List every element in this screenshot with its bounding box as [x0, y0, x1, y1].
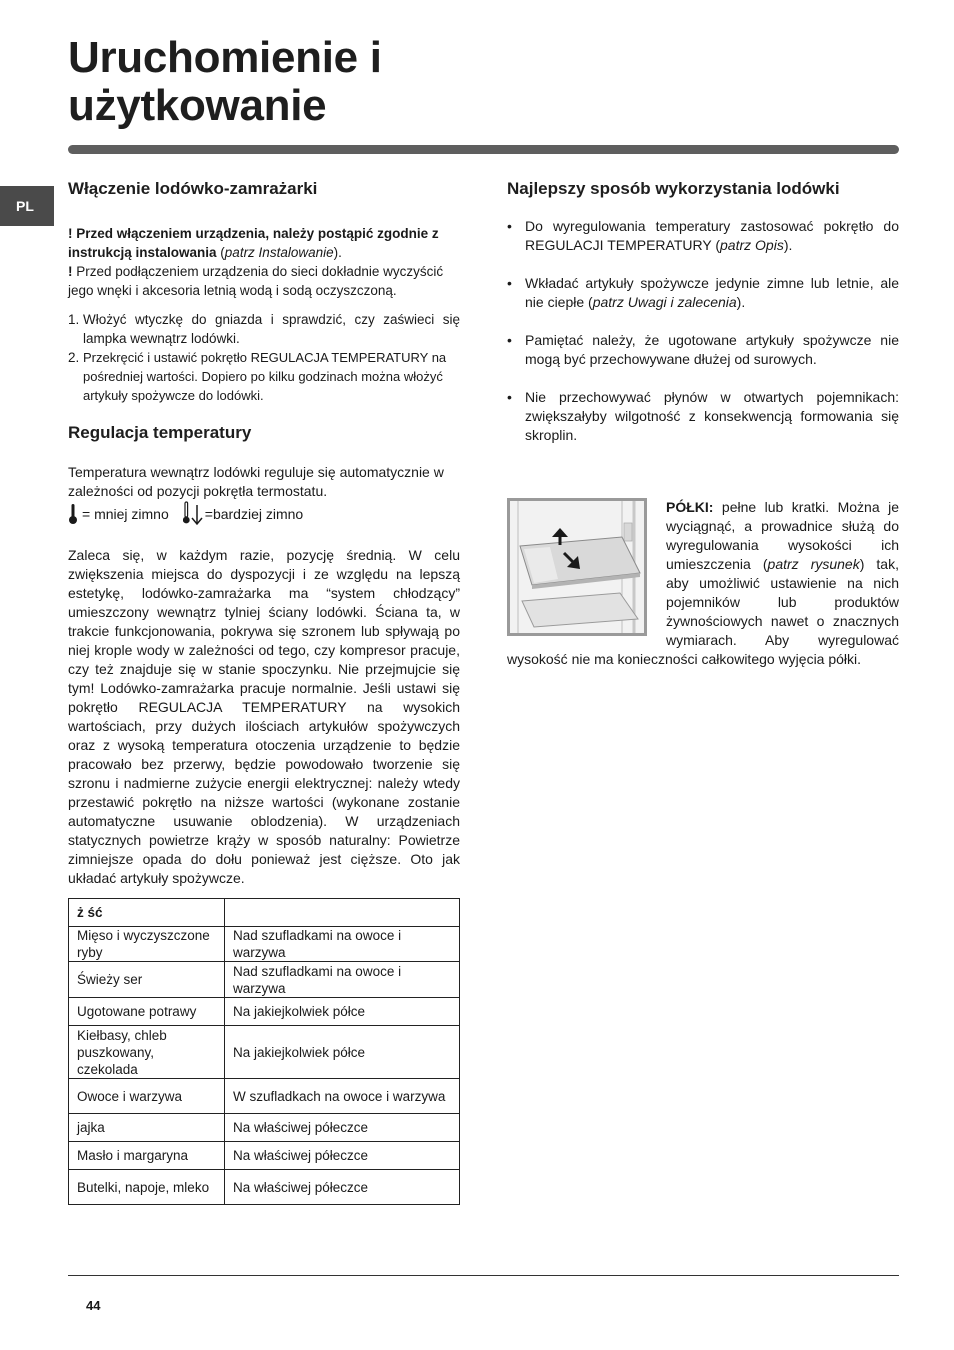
step-item [68, 348, 460, 405]
right-column [507, 178, 899, 669]
list-item-text: Nie przechowywać płynów w otwartych pojemnikach: zwiększałyby wilgotność z konsekwencją formowania się skroplin. [525, 389, 899, 443]
list-item [507, 331, 899, 369]
legend-more-cold: =bardziej zimno [204, 505, 304, 522]
startup-steps [68, 310, 460, 405]
section-heading-best-use: Najlepszy sposób wykorzystania lodówki [507, 179, 840, 198]
table-cell-food: jajka [69, 1114, 225, 1142]
step-item [68, 310, 460, 348]
page-title [68, 34, 382, 130]
table-cell-place: W szufladkach na owoce i warzywa [225, 1079, 460, 1114]
warning-mark: ! [68, 264, 73, 279]
footer-divider [68, 1275, 899, 1276]
bullet-mark: • [507, 332, 512, 348]
page-title-line-2: użytkowanie [68, 81, 327, 130]
list-item [507, 217, 899, 255]
shelves-text-1: pełne lub kratki. Można je wyciągnąć, a prowadnice służą do wyregulowania wysokości ich umieszczenia ( [666, 499, 899, 572]
table-cell-place: Na właściwej półeczce [225, 1170, 460, 1205]
left-column [68, 178, 460, 1205]
table-row [69, 1079, 460, 1114]
table-cell-place: Na właściwej półeczce [225, 1114, 460, 1142]
step-number: 1. [68, 312, 80, 327]
table-cell-food: Mięso i wyczyszczone ryby [69, 927, 225, 962]
warning-install [68, 224, 460, 262]
temperature-body: Zaleca się, w każdym razie, pozycję średnią. W celu zwiększenia miejsca do dyspozycji i ze względu na lepszą estetykę, lodówko-zamrażarka ma “system chłodzący” umieszczony wewnątrz tylniej ściany lodówki. Ściana ta, w trakcie funkcjonowania, pokrywa się szronem lub spływają po niej krople wody w zależności od tego, czy kompresor pracuje, czy też znajduje się w stanie spoczynku. Nie przejmujcie się tym! Lodówko-zamrażarka pracuje normalnie. Jeśli ustawi się pokrętło REGULACJA TEMPERATURY na wysokich wartościach, przy dużych ilościach artykułów spożywczych oraz z wysoką temperatura otoczenia urządzenie to będzie pracowało bez przerwy, będzie powodowało tworzenie się szronu i nadmierne zużycie energii elektrycznej: należy wtedy przestawić pokrętło na niższe wartości (wykonane zostanie automatyczne usuwanie oblodzenia). W urządzeniach statycznych powietrze krąży w sposób naturalny: Powietrze zimniejsze opada do dołu ponieważ jest cięższe. Oto jak układać artykuły spożywcze. [68, 547, 460, 886]
table-row [69, 998, 460, 1026]
list-item-main: Do wyregulowania temperatury zastosować pokrętło do REGULACJI TEMPERATURY ( [525, 218, 899, 253]
best-use-list [507, 217, 899, 445]
shelves-section [507, 498, 899, 669]
page-title-line-1: Uruchomienie i [68, 33, 382, 82]
table-cell-food: Masło i margaryna [69, 1142, 225, 1170]
table-cell-place: Na właściwej półeczce [225, 1142, 460, 1170]
list-item [507, 274, 899, 312]
shelves-label: PÓŁKI: [666, 499, 714, 515]
snowflake-thermometer-icon [183, 501, 205, 527]
table-cell-place: Na jakiejkolwiek półce [225, 1026, 460, 1079]
list-item [507, 388, 899, 445]
shelves-ref: patrz rysunek [767, 556, 860, 572]
list-item-text: Pamiętać należy, że ugotowane artykuły spożywcze nie mogą być przechowywane dłużej od surowych. [525, 332, 899, 367]
warning-install-bold: Przed włączeniem urządzenia, należy postąpić zgodnie z instrukcją instalowania [68, 226, 439, 260]
list-item-text [525, 274, 899, 312]
table-header-cell [225, 899, 460, 927]
storage-table [68, 898, 460, 1205]
table-header-cell: ż ść [69, 899, 225, 927]
table-row [69, 1114, 460, 1142]
table-row [69, 1142, 460, 1170]
table-row [69, 927, 460, 962]
warning-clean [68, 262, 460, 300]
step-text: Przekręcić i ustawić pokrętło REGULACJA TEMPERATURY na pośredniej wartości. Dopiero po kilku godzinach można włożyć artykuły spożywcze do lodówki. [83, 350, 447, 403]
list-item-tail: ). [783, 237, 793, 253]
warning-mark: ! [68, 226, 73, 241]
language-tab: PL [0, 186, 54, 226]
table-cell-place: Nad szufladkami na owoce i warzywa [225, 962, 460, 998]
warning-paren-close: ). [333, 245, 342, 260]
bullet-mark: • [507, 275, 512, 291]
list-item-ref: patrz Uwagi i zalecenia [592, 294, 737, 310]
table-cell-place: Nad szufladkami na owoce i warzywa [225, 927, 460, 962]
thermostat-legend [68, 501, 460, 527]
warnings [68, 224, 460, 300]
warning-clean-text: Przed podłączeniem urządzenia do sieci dokładnie wyczyścić jego wnęki i akcesoria letnią wodą i sodą oczyszczoną. [68, 264, 444, 298]
table-header-row [69, 899, 460, 927]
list-item-text [525, 217, 899, 255]
table-cell-place: Na jakiejkolwiek półce [225, 998, 460, 1026]
section-heading-switch-on: Włączenie lodówko-zamrażarki [68, 179, 318, 198]
table-cell-food: Kiełbasy, chleb puszkowany, czekolada [69, 1026, 225, 1079]
table-cell-food: Butelki, napoje, mleko [69, 1170, 225, 1205]
title-divider [68, 145, 899, 154]
table-row [69, 1026, 460, 1079]
page-number: 44 [86, 1298, 101, 1313]
legend-less-cold: = mniej zimno [82, 505, 169, 522]
table-cell-food: Ugotowane potrawy [69, 998, 225, 1026]
warning-paren-open: ( [216, 245, 225, 260]
table-row [69, 1170, 460, 1205]
list-item-tail: ). [736, 294, 746, 310]
list-item-main: Wkładać artykuły spożywcze jedynie zimne lub letnie, ale nie ciepłe ( [525, 275, 899, 310]
table-row [69, 962, 460, 998]
temperature-intro: Temperatura wewnątrz lodówki reguluje się automatycznie w zależności od pozycji pokrętła termostatu. [68, 464, 444, 499]
table-cell-food: Owoce i warzywa [69, 1079, 225, 1114]
shelf-illustration [507, 498, 647, 636]
step-number: 2. [68, 350, 80, 365]
bullet-mark: • [507, 218, 512, 234]
step-text: Włożyć wtyczkę do gniazda i sprawdzić, czy zaświeci się lampka wewnątrz lodówki. [83, 312, 460, 346]
shelves-text-2: ) tak, aby umożliwić ustawienie na nich pojemników lub produktów żywnościowych nawet o znacznych wymiarach. Aby wyregulować wysokość nie ma konieczności całkowitego wyjęcia półki. [507, 556, 899, 667]
warning-install-ref: patrz Instalowanie [224, 245, 334, 260]
table-cell-food: Świeży ser [69, 962, 225, 998]
list-item-ref: patrz Opis [720, 237, 784, 253]
thermometer-icon [68, 503, 78, 525]
bullet-mark: • [507, 389, 512, 405]
section-heading-temperature: Regulacja temperatury [68, 423, 252, 442]
